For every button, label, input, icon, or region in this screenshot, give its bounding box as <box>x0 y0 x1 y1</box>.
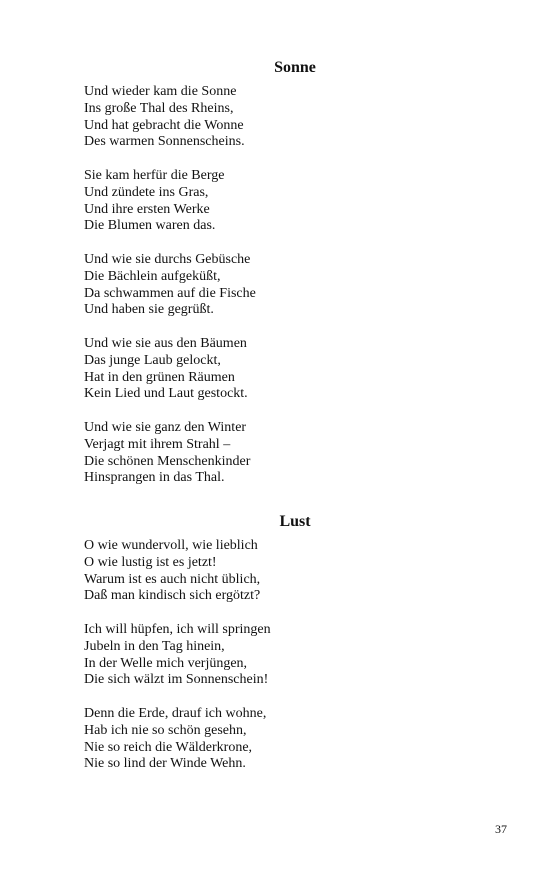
verse-line: Warum ist es auch nicht üblich, <box>84 571 261 587</box>
verse-line: Und ihre ersten Werke <box>84 201 210 217</box>
verse-line: Die Bächlein aufgeküßt, <box>84 268 221 284</box>
verse-line: Und haben sie gegrüßt. <box>84 302 214 318</box>
verse-line: Hab ich nie so schön gesehn, <box>84 722 247 738</box>
verse-line: Und wie sie aus den Bäumen <box>84 336 247 351</box>
verse-line: O wie wundervoll, wie lieblich <box>84 538 258 553</box>
stanza <box>84 622 484 689</box>
stanza <box>84 538 484 605</box>
verse-line: In der Welle mich verjüngen, <box>84 655 248 671</box>
verse-line: Ich will hüpfen, ich will springen <box>84 622 271 637</box>
verse-line: Hat in den grünen Räumen <box>84 369 235 385</box>
verse-line: Und hat gebracht die Wonne <box>84 117 244 133</box>
page-number: 37 <box>495 822 507 836</box>
verse-line: Die schönen Menschenkinder <box>84 453 251 469</box>
verse-line: Und zündete ins Gras, <box>84 184 209 200</box>
verse-line: Die Blumen waren das. <box>84 218 216 234</box>
stanza <box>84 420 484 487</box>
verse-line: Und wie sie ganz den Winter <box>84 420 247 435</box>
verse-line: Nie so lind der Winde Wehn. <box>84 756 246 772</box>
stanza <box>84 706 484 773</box>
verse-line: Und wie sie durchs Gebüsche <box>84 252 251 267</box>
poem-title-sonne: Sonne <box>274 59 316 76</box>
verse-line: Und wieder kam die Sonne <box>84 84 237 99</box>
stanza <box>84 252 484 319</box>
verse-line: Da schwammen auf die Fische <box>84 285 256 301</box>
poem-title-lust: Lust <box>279 513 311 530</box>
verse-line: Ins große Thal des Rheins, <box>84 100 234 116</box>
verse-line: O wie lustig ist es jetzt! <box>84 554 217 570</box>
verse-line: Denn die Erde, drauf ich wohne, <box>84 706 267 721</box>
verse-line: Jubeln in den Tag hinein, <box>84 638 225 654</box>
verse-line: Hinsprangen in das Thal. <box>84 470 225 486</box>
verse-line: Sie kam herfür die Berge <box>84 168 225 183</box>
stanza <box>84 336 484 403</box>
verse-line: Kein Lied und Laut gestockt. <box>84 386 248 402</box>
verse-line: Nie so reich die Wälderkrone, <box>84 739 253 755</box>
verse-line: Verjagt mit ihrem Strahl – <box>84 436 231 452</box>
verse-line: Das junge Laub gelockt, <box>84 352 221 368</box>
verse-line: Daß man kindisch sich ergötzt? <box>84 588 261 604</box>
verse-line: Des warmen Sonnenscheins. <box>84 134 245 150</box>
stanza <box>84 168 484 235</box>
verse-line: Die sich wälzt im Sonnenschein! <box>84 672 269 688</box>
stanza <box>84 84 484 151</box>
